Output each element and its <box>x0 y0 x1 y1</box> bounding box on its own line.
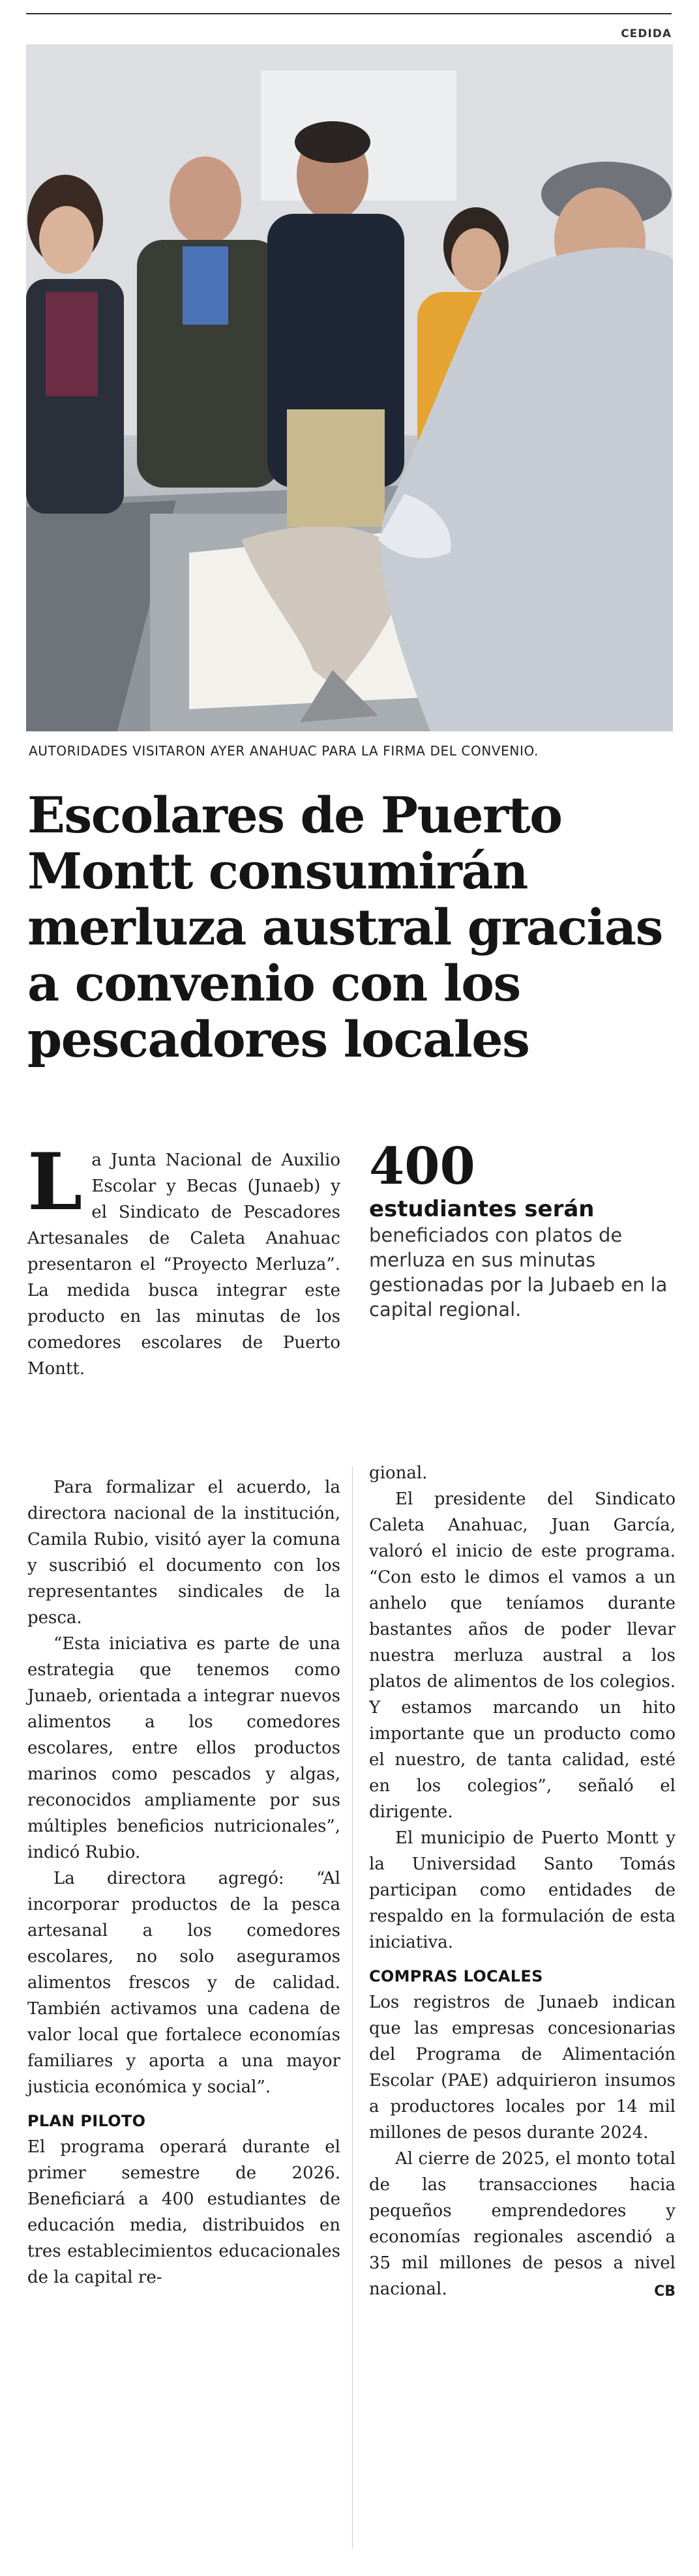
pull-quote-text: beneficiados con platos de merluza en sus minutas gestionadas por la Jubaeb en la capital regional. <box>369 1224 668 1321</box>
pull-quote-strong: estudiantes serán <box>369 1196 595 1222</box>
subhead-compras-locales: COMPRAS LOCALES <box>369 1967 543 1985</box>
top-rule <box>26 13 672 14</box>
end-mark-icon: CB <box>654 2283 676 2300</box>
pull-quote-number: 400 <box>369 1137 475 1196</box>
paragraph: La directora agregó: “Al incorporar productos de la pesca artesanal a los comedores escolares, no solo aseguramos alimentos frescos y de calidad. También activamos una cadena de valor local que fortalece economías familiares y aporta a una mayor justicia económica y social”. <box>27 1869 340 2097</box>
paragraph: Los registros de Junaeb indican que las empresas concesionarias del Programa de Alimentación Escolar (PAE) adquirieron insumos a productores locales por 14 mil millones de pesos durante 2024. <box>369 1993 676 2143</box>
photo-credit: CEDIDA <box>621 27 672 40</box>
paragraph-with-end-mark <box>369 2146 676 2302</box>
pull-quote <box>369 1137 676 1322</box>
intro-paragraph: a Junta Nacional de Auxilio Escolar y Becas (Junaeb) y el Sindicato de Pescadores Artesanales de Caleta Anahuac presentaron el “Proyecto Merluza”. La medida busca integrar este producto en las minutas de los comedores escolares de Puerto Montt. <box>27 1150 340 1379</box>
paragraph: gional. <box>369 1463 428 1483</box>
photo-caption: AUTORIDADES VISITARON AYER ANAHUAC PARA LA FIRMA DEL CONVENIO. <box>29 743 539 759</box>
article-intro <box>27 1136 340 1382</box>
article-photo <box>26 44 673 731</box>
paragraph: El municipio de Puerto Montt y la Universidad Santo Tomás participan como entidades de respaldo en la formulación de esta iniciativa. <box>369 1828 676 1952</box>
drop-cap: L <box>27 1136 83 1228</box>
paragraph: El presidente del Sindicato Caleta Anahuac, Juan García, valoró el inicio de este programa. “Con esto le dimos el vamos a un anhelo que teníamos durante bastantes años de poder llevar nuestra merluza austral a los platos de alimentos de los colegios. Y estamos marcando un hito importante que un producto como el nuestro, de tanta calidad, esté en los colegios”, señaló el dirigente. <box>369 1489 676 1822</box>
headline: Escolares de Puerto Montt consumirán merluza austral gracias a convenio con los pescadores locales <box>27 786 662 1068</box>
subhead-plan-piloto: PLAN PILOTO <box>27 2112 146 2130</box>
paragraph: El programa operará durante el primer semestre de 2026. Beneficiará a 400 estudiantes de educación media, distribuidos en tres establecimientos educacionales de la capital re- <box>27 2137 340 2287</box>
left-column <box>27 1474 340 2291</box>
right-column <box>369 1460 676 2305</box>
paragraph: “Esta iniciativa es parte de una estrategia que tenemos como Junaeb, orientada a integrar nuevos alimentos a los comedores escolares, entre ellos productos marinos como pescados y algas, reconocidos ampliamente por sus múltiples beneficios nutricionales”, indicó Rubio. <box>27 1634 340 1862</box>
paragraph: Para formalizar el acuerdo, la directora nacional de la institución, Camila Rubio, visitó ayer la comuna y suscribió el documento con los representantes sindicales de la pesca. <box>27 1478 340 1628</box>
column-divider <box>352 1467 353 2549</box>
paragraph: Al cierre de 2025, el monto total de las transacciones hacia pequeños emprendedores y economías regionales ascendió a 35 mil millones de pesos a nivel nacional. <box>369 2149 676 2299</box>
